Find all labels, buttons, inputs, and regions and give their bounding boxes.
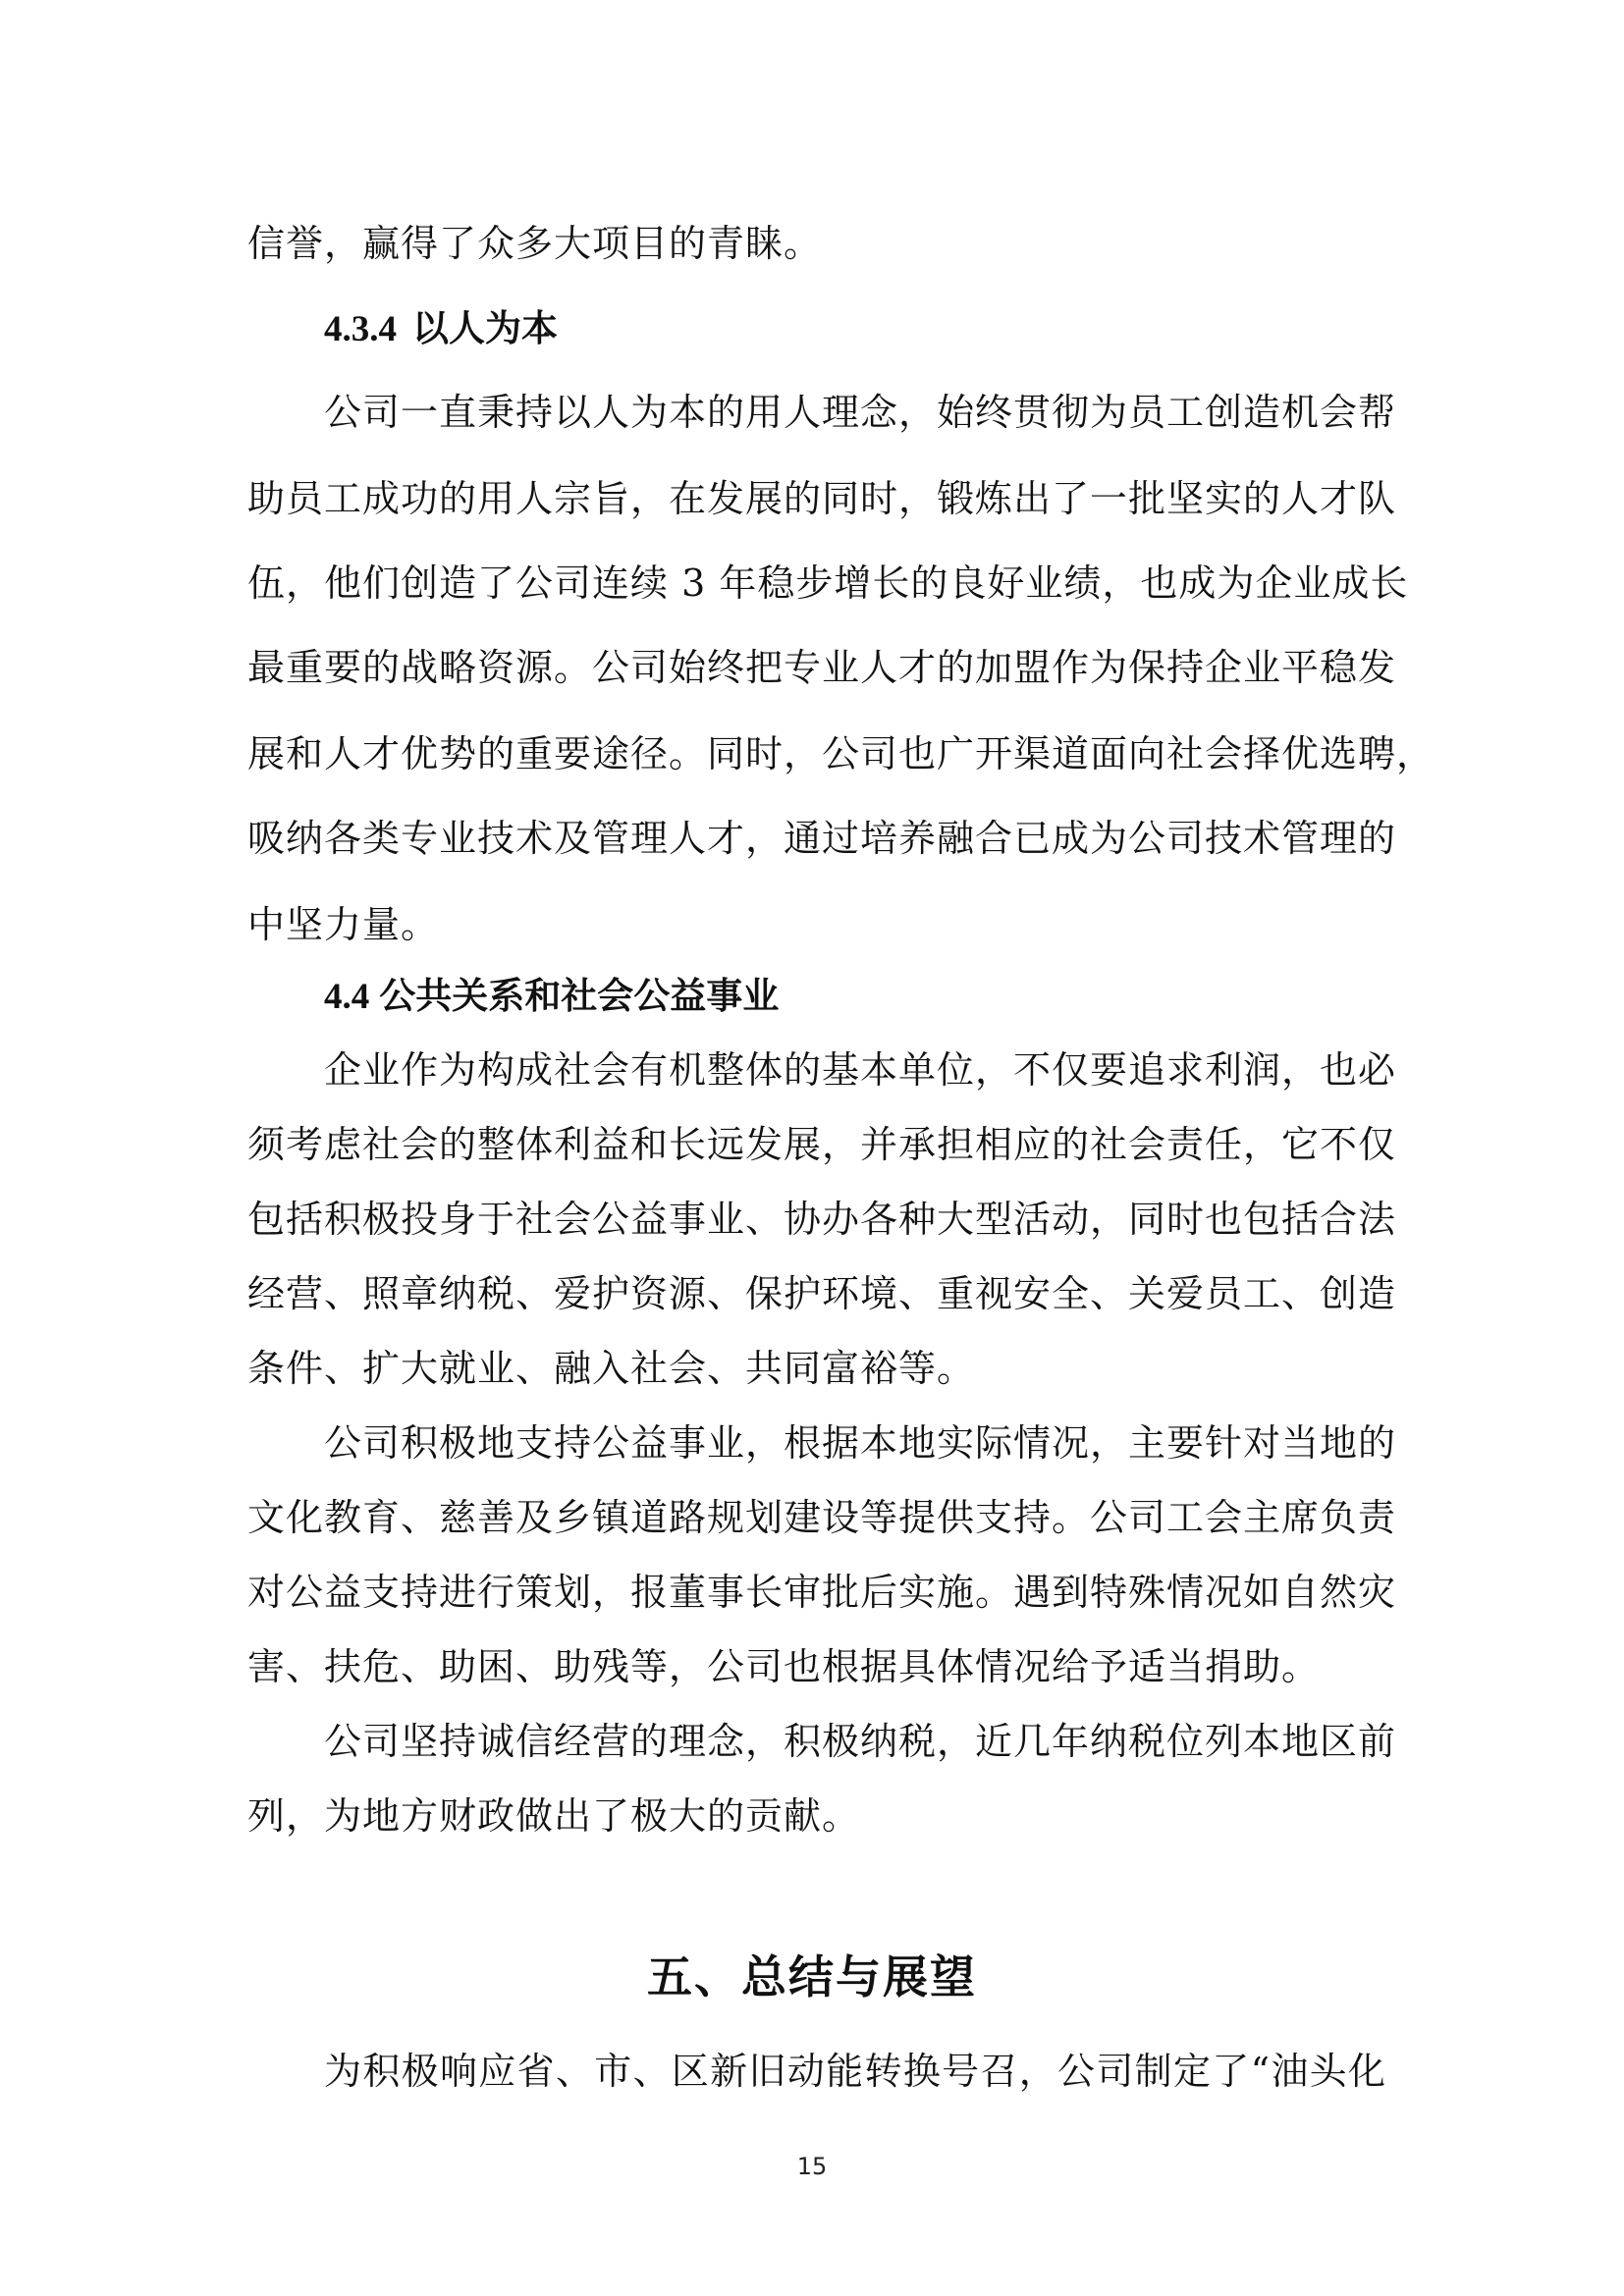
paragraph-line: 条件、扩大就业、融入社会、共同富裕等。 (247, 1347, 976, 1390)
page-number: 15 (796, 2153, 828, 2180)
section-number: 4.4 (324, 977, 370, 1017)
paragraph-line: 中坚力量。 (247, 903, 440, 946)
paragraph-line: 公司积极地支持公益事业，根据本地实际情况，主要针对当地的 (324, 1421, 1397, 1465)
paragraph-line: 展和人才优势的重要途径。同时，公司也广开渠道面向社会择优选聘， (247, 732, 1435, 775)
chapter-heading: 五、总结与展望 (647, 1950, 977, 2003)
section-number: 4.3.4 (324, 309, 397, 349)
paragraph-line: 企业作为构成社会有机整体的基本单位，不仅要追求利润，也必 (324, 1048, 1397, 1092)
section-heading-4-3-4 (324, 304, 558, 351)
paragraph-line: 信誉，赢得了众多大项目的青睐。 (247, 222, 823, 265)
paragraph-line: 文化教育、慈善及乡镇道路规划建设等提供支持。公司工会主席负责 (247, 1496, 1397, 1539)
section-heading-4-4 (324, 972, 779, 1019)
paragraph-line: 吸纳各类专业技术及管理人才，通过培养融合已成为公司技术管理的 (247, 817, 1397, 860)
section-title: 以人为本 (412, 306, 558, 349)
paragraph-line: 伍，他们创造了公司连续 3 年稳步增长的良好业绩，也成为企业成长 (247, 561, 1409, 605)
paragraph-line: 最重要的战略资源。公司始终把专业人才的加盟作为保持企业平稳发 (247, 646, 1397, 689)
paragraph-line: 公司一直秉持以人为本的用人理念，始终贯彻为员工创造机会帮 (324, 391, 1397, 434)
paragraph-line: 包括积极投身于社会公益事业、协办各种大型活动，同时也包括合法 (247, 1198, 1397, 1241)
paragraph-line: 经营、照章纳税、爱护资源、保护环境、重视安全、关爱员工、创造 (247, 1272, 1397, 1315)
paragraph-line: 为积极响应省、市、区新旧动能转换号召，公司制定了“油头化 (324, 2050, 1386, 2093)
paragraph-line: 害、扶危、助困、助残等，公司也根据具体情况给予适当捐助。 (247, 1645, 1321, 1688)
paragraph-line: 须考虑社会的整体利益和长远发展，并承担相应的社会责任，它不仅 (247, 1123, 1397, 1166)
paragraph-line: 助员工成功的用人宗旨，在发展的同时，锻炼出了一批坚实的人才队 (247, 477, 1397, 520)
section-title: 公共关系和社会公益事业 (379, 974, 780, 1017)
paragraph-line: 公司坚持诚信经营的理念，积极纳税，近几年纳税位列本地区前 (324, 1720, 1397, 1763)
paragraph-line: 对公益支持进行策划，报董事长审批后实施。遇到特殊情况如自然灾 (247, 1571, 1397, 1614)
paragraph-line: 列，为地方财政做出了极大的贡献。 (247, 1794, 861, 1838)
